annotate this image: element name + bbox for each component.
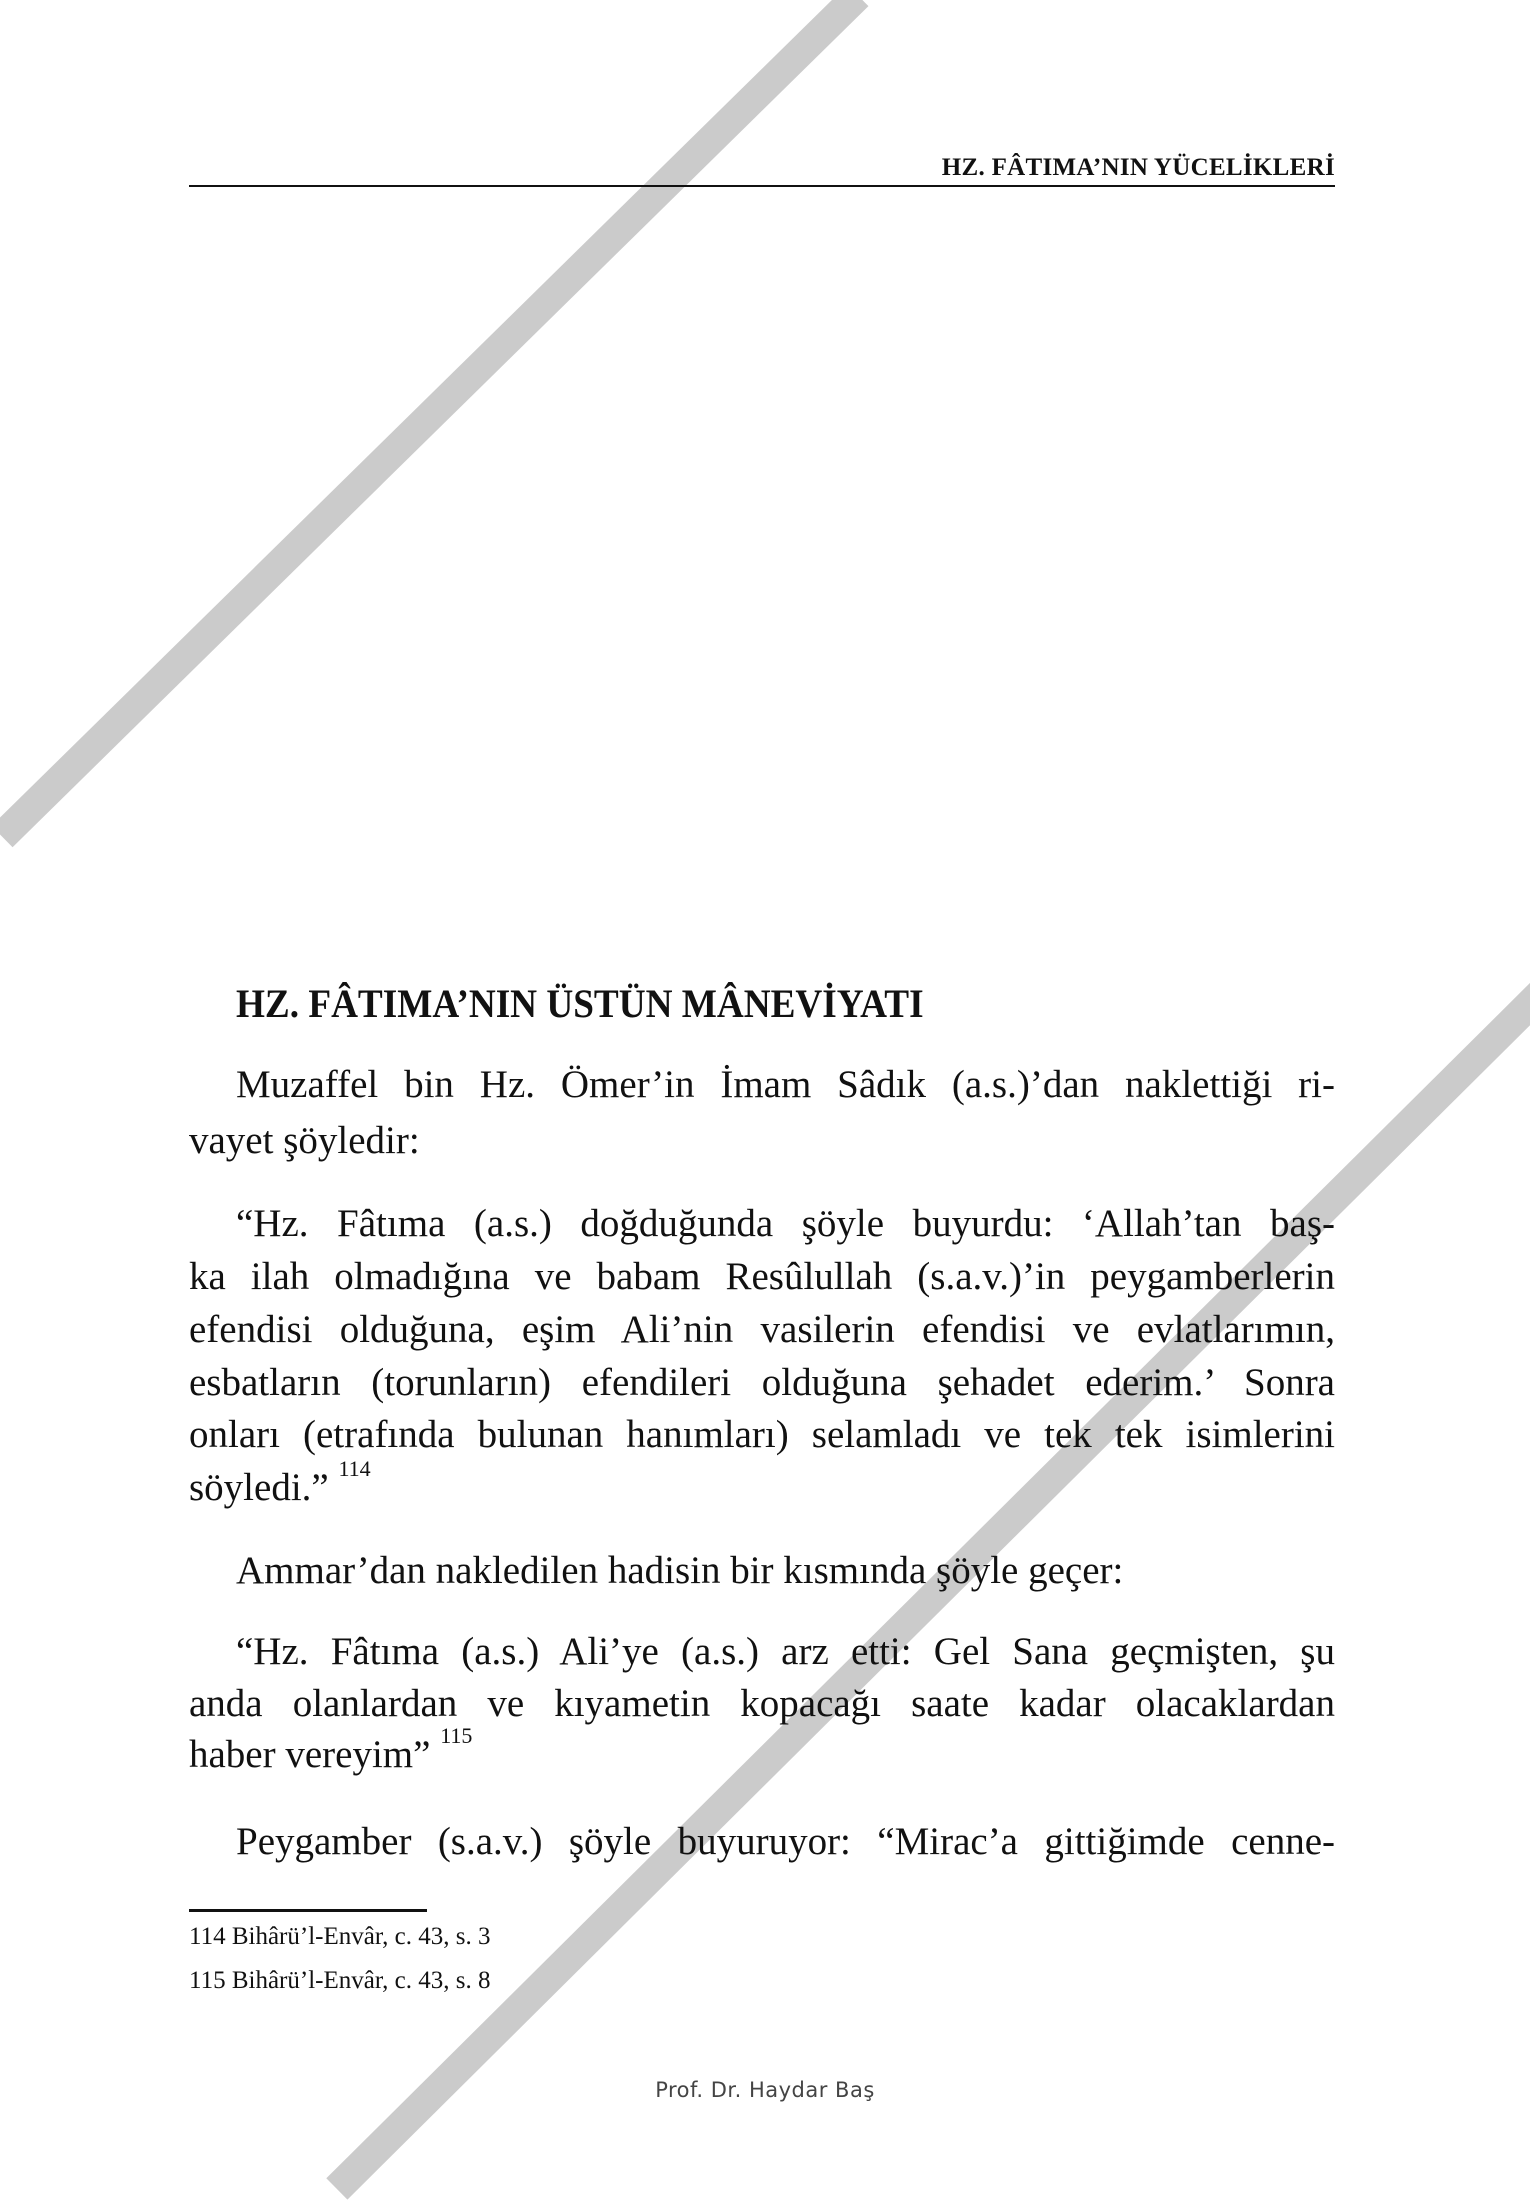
body-line: “Hz. Fâtıma (a.s.) Ali’ye (a.s.) arz etti: Gel Sana geçmişten, şu: [236, 1630, 1335, 1673]
body-line: anda olanlardan ve kıyametin kopacağı saate kadar olacaklardan: [189, 1682, 1335, 1725]
footnote-ref[interactable]: 114: [338, 1456, 371, 1481]
body-line: vayet şöyledir:: [189, 1119, 420, 1162]
body-line: onları (etrafında bulunan hanımları) selamladı ve tek tek isimlerini: [189, 1413, 1335, 1456]
footnote-ref[interactable]: 115: [440, 1723, 473, 1748]
body-line-text: söyledi.”: [189, 1466, 329, 1509]
body-line: efendisi olduğuna, eşim Ali’nin vasilerin efendisi ve evlatlarımın,: [189, 1308, 1335, 1351]
body-line: Peygamber (s.a.v.) şöyle buyuruyor: “Mirac’a gittiğimde cenne-: [236, 1820, 1335, 1863]
watermark-band: [0, 0, 868, 847]
body-line: “Hz. Fâtıma (a.s.) doğduğunda şöyle buyurdu: ‘Allah’tan baş-: [236, 1202, 1335, 1245]
body-line-text: haber vereyim”: [189, 1733, 431, 1776]
body-line: Muzaffel bin Hz. Ömer’in İmam Sâdık (a.s.)’dan naklettiği ri-: [236, 1063, 1335, 1106]
body-line: ka ilah olmadığına ve babam Resûlullah (s.a.v.)’in peygamberlerin: [189, 1255, 1335, 1298]
footnote-rule: [189, 1909, 427, 1912]
body-line: [189, 1723, 1335, 1781]
header-rule: [189, 185, 1335, 187]
body-line: esbatların (torunların) efendileri olduğuna şehadet ederim.’ Sonra: [189, 1361, 1335, 1404]
body-line: [189, 1456, 1335, 1514]
section-heading: HZ. FÂTIMA’NIN ÜSTÜN MÂNEVİYATI: [236, 981, 924, 1026]
running-head: HZ. FÂTIMA’NIN YÜCELİKLERİ: [941, 154, 1335, 181]
page-footer-author: Prof. Dr. Haydar Baş: [655, 2078, 875, 2102]
footnote: 114 Bihârü’l-Envâr, c. 43, s. 3: [189, 1923, 491, 1950]
body-line: Ammar’dan nakledilen hadisin bir kısmında şöyle geçer:: [236, 1549, 1124, 1592]
footnote: 115 Bihârü’l-Envâr, c. 43, s. 8: [189, 1967, 491, 1994]
